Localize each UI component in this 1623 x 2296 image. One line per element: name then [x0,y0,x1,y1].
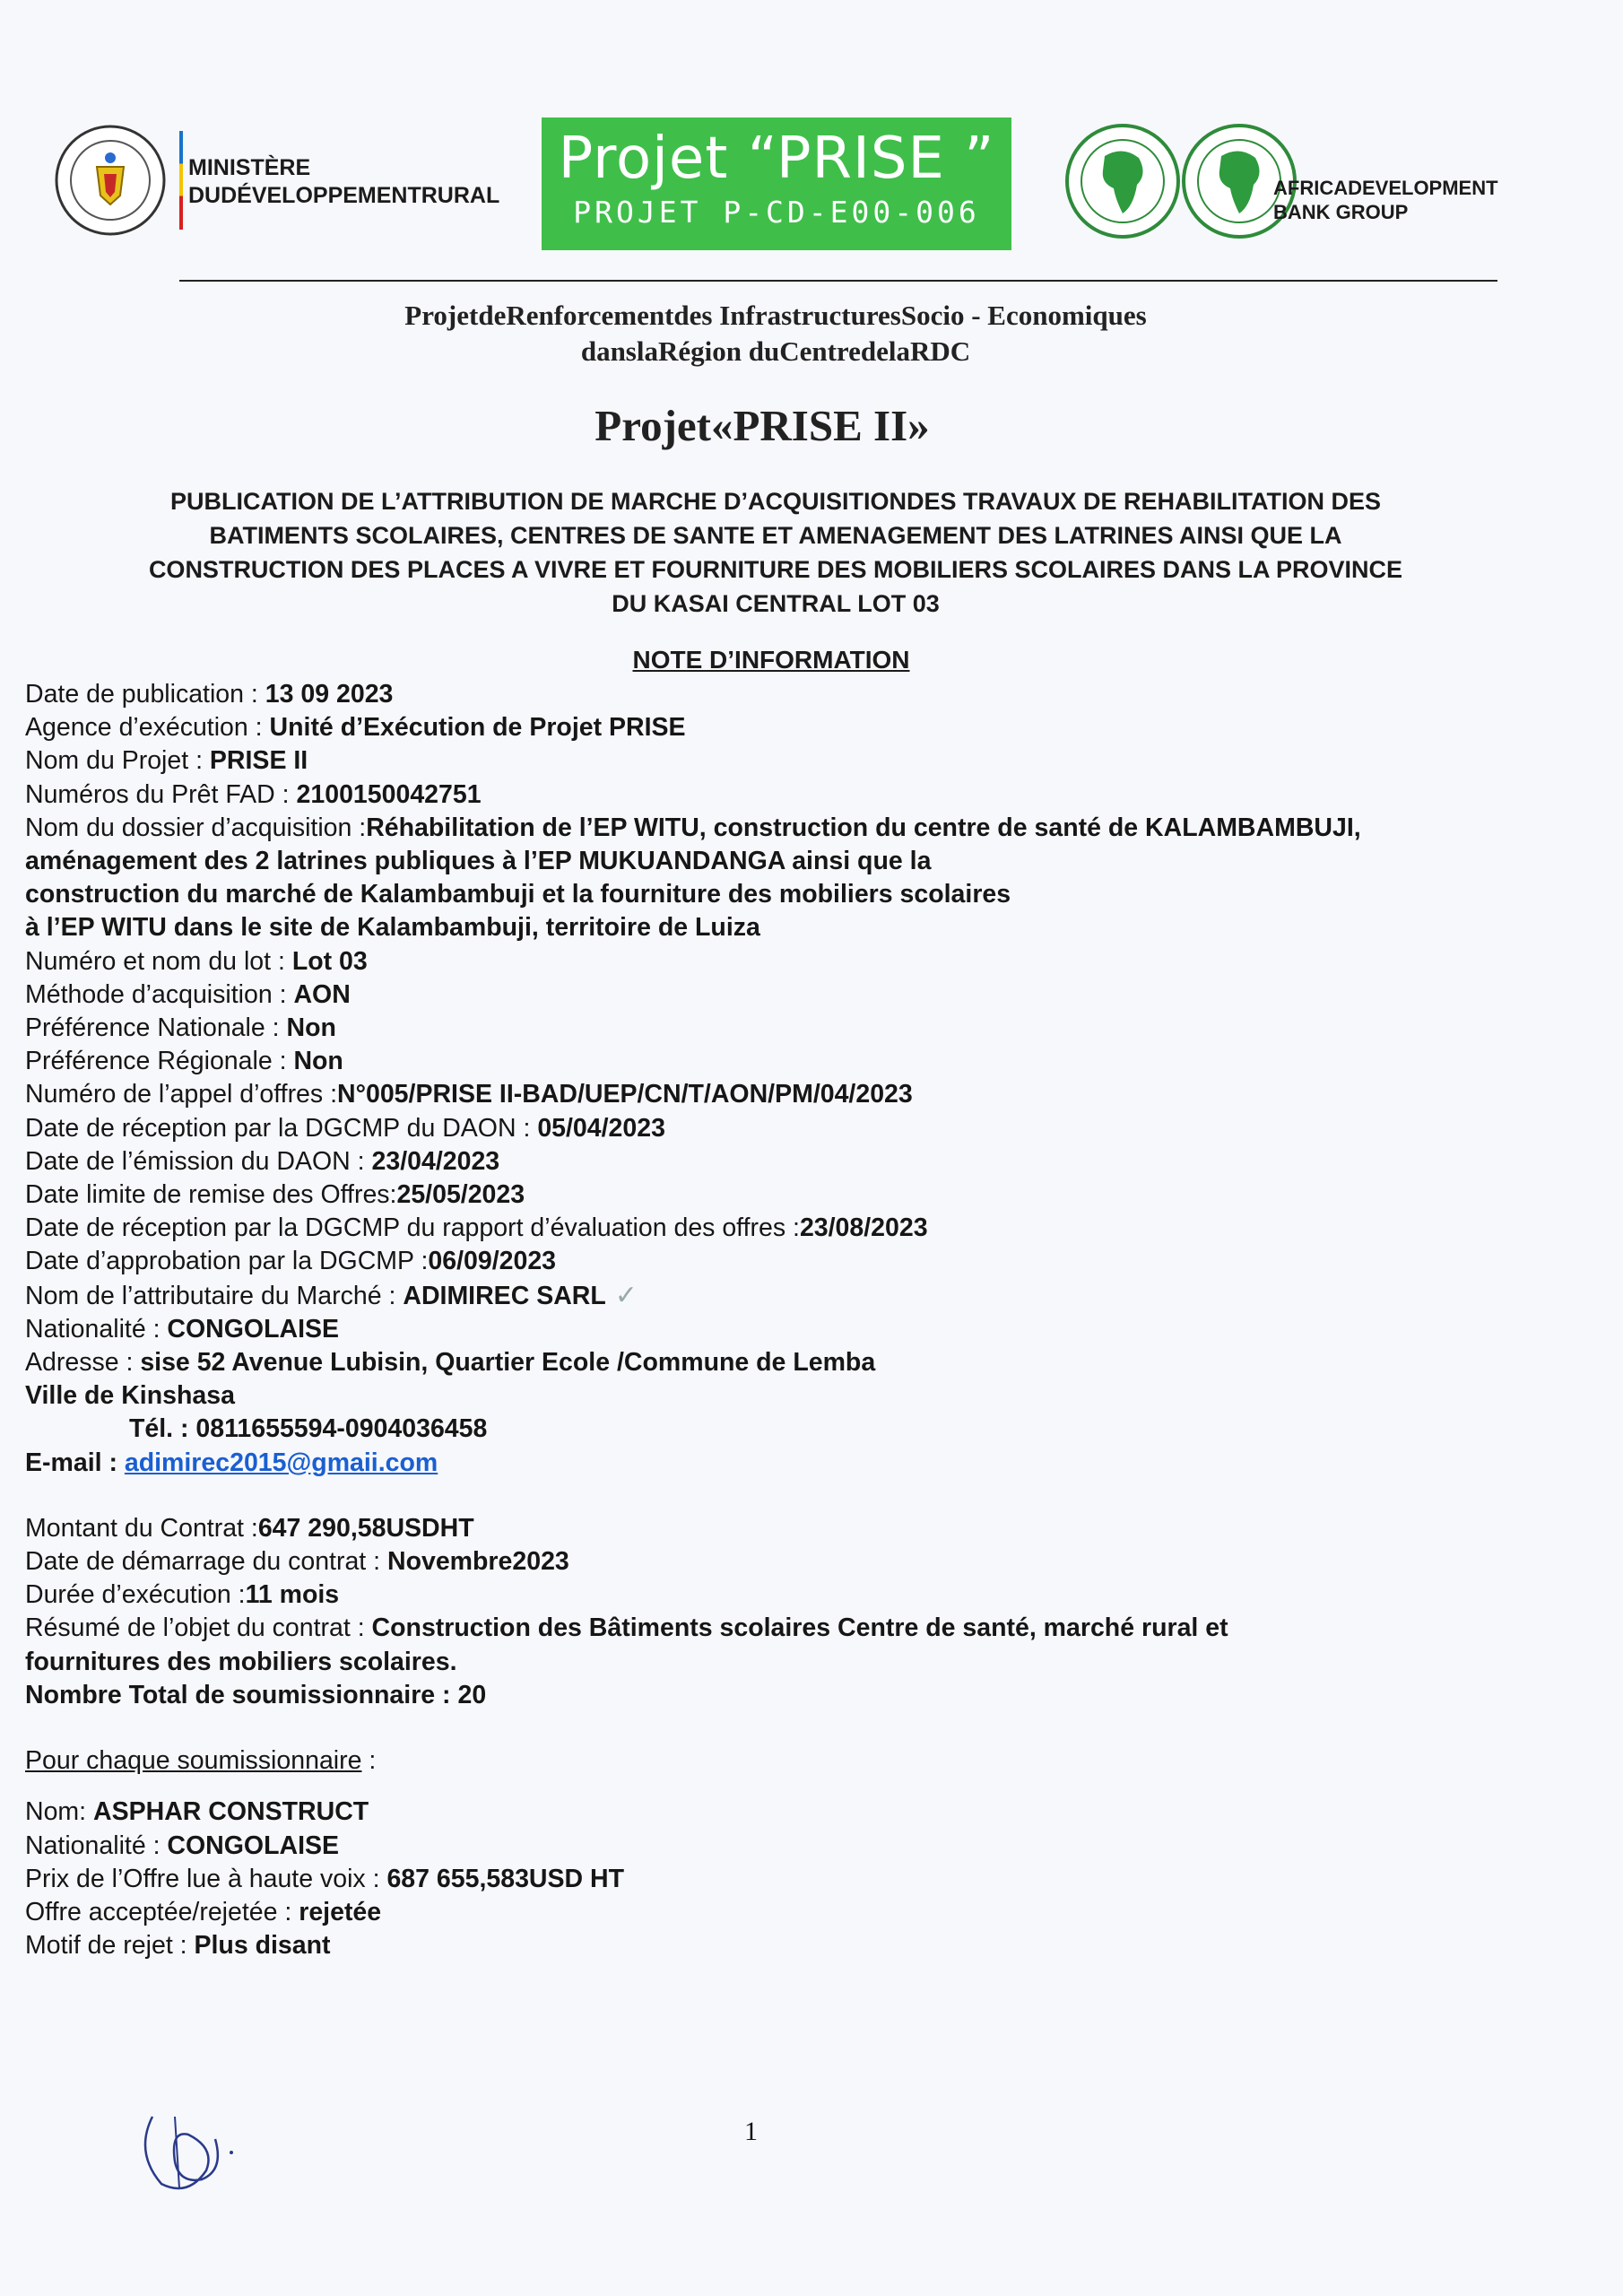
header-divider [179,280,1497,282]
field-value: PRISE II [209,746,308,776]
field-duree [25,1578,1585,1612]
field-label: Date de réception par la DGCMP du DAON : [25,1113,538,1143]
field-suffix: : [361,1746,377,1776]
project-subtitle [0,298,1551,370]
field-appel-offres [25,1078,1585,1111]
publication-line: PUBLICATION DE L’ATTRIBUTION DE MARCHE D’ACQUISITIONDES TRAVAUX DE REHABILITATION DES [170,488,1381,515]
field-value: Plus disant [194,1931,331,1961]
field-value: Novembre2023 [386,1547,569,1577]
email-link[interactable]: adimirec2015@gmaii.com [124,1448,438,1477]
ministry-line1: MINISTÈRE [188,155,311,180]
field-reception-daon [25,1112,1585,1145]
field-dossier-cont: construction du marché de Kalambambuji et la fourniture des mobiliers scolaires [25,880,1011,909]
field-value: 11 mois [245,1580,340,1610]
spacer [25,1480,1585,1512]
spacer [25,1712,1585,1744]
field-label: Date de démarrage du contrat : [25,1547,387,1577]
field-label: Résumé de l’objet du contrat : [25,1613,372,1643]
field-email [25,1447,1585,1480]
ministry-line2: DUDÉVELOPPEMENTRURAL [188,183,500,208]
field-nom-projet [25,744,1585,778]
subtitle-line1: ProjetdeRenforcementdes InfrastructuresSocio - Economiques [404,300,1147,331]
subtitle-line2: danslaRégion duCentredelaRDC [580,335,971,367]
field-value: 23/08/2023 [799,1213,928,1243]
field-label: Numéro de l’appel d’offres : [25,1080,337,1109]
field-value: AON [293,979,351,1009]
field-nom-soumissionnaire [25,1796,1585,1829]
field-date-publication [25,678,1585,711]
project-banner [542,117,1011,250]
afdb-line2: BANK GROUP [1273,201,1409,223]
spacer [25,1778,1585,1796]
field-label: Date limite de remise des Offres: [25,1180,397,1210]
field-label: Préférence Nationale : [25,1013,287,1043]
afdb-name [1273,176,1498,224]
field-dossier [25,812,1585,845]
field-label: Date de réception par la DGCMP du rapport d’évaluation des offres : [25,1213,800,1243]
field-nationalite-soumissionnaire [25,1830,1585,1863]
ministry-name [188,154,499,210]
field-label: Date de l’émission du DAON : [25,1146,372,1176]
field-value: CONGOLAISE [167,1314,340,1344]
field-label: Numéros du Prêt FAD : [25,779,297,809]
project-banner-code: PROJET P-CD-E00-006 [573,195,980,230]
field-pour-chaque [25,1744,1585,1778]
field-value: sise 52 Avenue Lubisin, Quartier Ecole /Commune de Lemba [140,1348,876,1378]
information-fields [25,678,1585,1962]
field-label: Méthode d’acquisition : [25,979,294,1009]
field-label: Agence d’exécution : [25,713,270,743]
field-resume-cont: fournitures des mobiliers scolaires. [25,1647,457,1676]
flag-color-bar [179,131,183,230]
ministry-header [52,122,500,257]
field-dossier-cont: à l’EP WITU dans le site de Kalambambuji, territoire de Luiza [25,913,760,943]
field-pret [25,778,1585,812]
field-attributaire [25,1279,1585,1313]
field-value: N°005/PRISE II-BAD/UEP/CN/T/AON/PM/04/2023 [337,1080,913,1109]
field-label: Nationalité : [25,1831,168,1860]
field-value: Construction des Bâtiments scolaires Centre de santé, marché rural et [371,1613,1228,1643]
field-value: 687 655,583USD HT [386,1864,625,1893]
field-label: Montant du Contrat : [25,1513,258,1543]
check-mark-icon: ✓ [614,1280,638,1310]
document-title: Projet«PRISE II» [595,401,930,450]
publication-line: BATIMENTS SCOLAIRES, CENTRES DE SANTE ET AMENAGEMENT DES LATRINES AINSI QUE LA [209,522,1342,549]
field-reception-rapport [25,1212,1585,1245]
field-value: Lot 03 [291,946,368,976]
field-value: 06/09/2023 [428,1247,557,1276]
field-value: 647 290,58USDHT [257,1513,474,1543]
field-resume [25,1612,1585,1645]
field-label: Nom de l’attributaire du Marché : [25,1281,404,1310]
field-offre-statut [25,1896,1585,1929]
field-value: 25/05/2023 [396,1180,525,1210]
field-prix-offre [25,1863,1585,1896]
field-montant [25,1512,1585,1545]
field-label: Offre acceptée/rejetée : [25,1897,299,1926]
field-label: Motif de rejet : [25,1931,195,1961]
field-value: 05/04/2023 [537,1113,665,1143]
field-value: 13 09 2023 [265,680,394,709]
note-title: NOTE D’INFORMATION [632,646,910,674]
field-approbation [25,1245,1585,1278]
field-value: Non [293,1047,343,1076]
field-adresse [25,1346,1585,1379]
field-value: Non [286,1013,336,1043]
field-agence [25,711,1585,744]
field-date-limite [25,1178,1585,1212]
field-value: CONGOLAISE [167,1831,340,1860]
field-value: 23/04/2023 [371,1146,500,1176]
publication-line: DU KASAI CENTRAL LOT 03 [612,590,940,617]
field-label: Adresse : [25,1348,141,1378]
publication-line: CONSTRUCTION DES PLACES A VIVRE ET FOURNITURE DES MOBILIERS SCOLAIRES DANS LA PROVINCE [148,556,1403,583]
field-label: Nationalité : [25,1314,168,1344]
field-value: Réhabilitation de l’EP WITU, construction du centre de santé de KALAMBAMBUJI, [366,813,1361,842]
field-motif-rejet [25,1929,1585,1962]
field-label: Nom du Projet : [25,746,210,776]
field-value: ASPHAR CONSTRUCT [93,1797,369,1827]
field-label: Préférence Régionale : [25,1047,294,1076]
field-value: ADIMIREC SARL [403,1281,606,1310]
field-label: Nom du dossier d’acquisition : [25,813,367,842]
field-demarrage [25,1545,1585,1578]
field-label: E-mail : [25,1448,125,1477]
field-methode [25,978,1585,1012]
field-total-soumissionnaires: Nombre Total de soumissionnaire : 20 [25,1680,487,1709]
field-value: rejetée [299,1897,382,1926]
field-emission-daon [25,1145,1585,1178]
field-dossier-cont: aménagement des 2 latrines publiques à l’EP MUKUANDANGA ainsi que la [25,847,932,876]
page-number: 1 [744,2117,758,2146]
publication-heading [36,484,1515,621]
field-label: Date de publication : [25,680,265,709]
field-adresse-cont: Ville de Kinshasa [25,1381,235,1411]
field-nationalite [25,1313,1585,1346]
field-label: Numéro et nom du lot : [25,946,292,976]
project-banner-title: Projet “PRISE ” [558,126,995,192]
field-pref-nationale [25,1012,1585,1045]
field-lot [25,945,1585,978]
field-value: 2100150042751 [296,779,482,809]
field-label: Nom: [25,1797,94,1827]
field-label: Durée d’exécution : [25,1580,246,1610]
field-label: Prix de l’Offre lue à haute voix : [25,1864,387,1893]
field-value: Tél. : 0811655594-0904036458 [129,1414,488,1444]
afdb-line1: AFRICADEVELOPMENT [1273,177,1498,199]
handwritten-signature [126,2099,251,2206]
field-telephone [25,1413,1585,1446]
field-value: Unité d’Exécution de Projet PRISE [269,713,686,743]
field-label: Date d’approbation par la DGCMP : [25,1247,429,1276]
field-label: Pour chaque soumissionnaire [25,1746,362,1776]
field-pref-regionale [25,1045,1585,1078]
drc-seal-logo [52,122,169,239]
